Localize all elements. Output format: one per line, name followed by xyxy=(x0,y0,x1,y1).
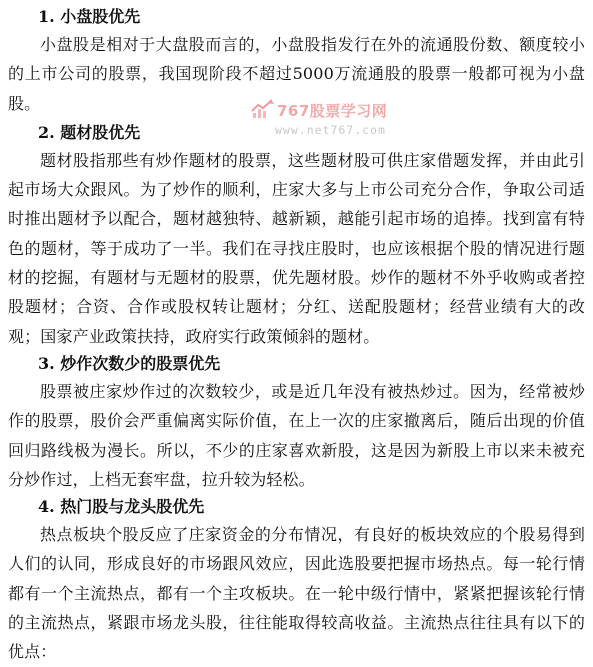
section-less-speculated xyxy=(8,351,585,494)
section-paragraph: 股票被庄家炒作过的次数较少，或是近几年没有被热炒过。因为，经常被炒作的股票，股价会严重偏离实际价值，在上一次的庄家撤离后，随后出现的价值回归路线极为漫长。所以，不少的庄家喜欢新股，这是因为新股上市以来未被充分炒作过，上档无套牢盘，拉升较为轻松。 xyxy=(8,381,585,489)
watermark-url: www.net767.com xyxy=(275,123,386,137)
section-heading: 2. 题材股优先 xyxy=(38,122,141,142)
section-paragraph: 小盘股是相对于大盘股而言的，小盘股指发行在外的流通股份数、额度较小的上市公司的股票，我国现阶段不超过5000万流通股的股票一般都可视为小盘股。 xyxy=(8,35,585,113)
section-paragraph: 题材股指那些有炒作题材的股票，这些题材股可供庄家借题发挥，并由此引起市场大众跟风。为了炒作的顺利，庄家大多与上市公司充分合作，争取公司适时推出题材予以配合，题材越独特、越新颖，越能引起市场的追捧。找到富有特色的题材，等于成功了一半。我们在寻找庄股时，也应该根据个股的情况进行题材的挖掘，有题材与无题材的股票，优先题材股。炒作的题材不外乎收购或者控股题材；合资、合作或股权转让题材；分红、送配股题材；经营业绩有大的改观；国家产业政策扶持，政府实行政策倾斜的题材。 xyxy=(8,150,585,346)
watermark-site-name: 767股票学习网 xyxy=(277,102,388,120)
section-heading: 3. 炒作次数少的股票优先 xyxy=(38,353,221,373)
section-paragraph: 热点板块个股反应了庄家资金的分布情况，有良好的板块效应的个股易得到人们的认同，形成良好的市场跟风效应，因此选股要把握市场热点。每一轮行情都有一个主流热点，都有一个主攻板块。在一轮中级行情中，紧紧把握该轮行情的主流热点，紧跟市场龙头股，往往能取得较高收益。主流热点往往具有以下的优点： xyxy=(8,525,585,662)
section-small-cap xyxy=(8,4,585,118)
section-hot-leading-stock xyxy=(8,494,585,666)
section-theme-stock xyxy=(8,120,585,351)
section-heading: 1. 小盘股优先 xyxy=(38,7,141,26)
section-heading: 4. 热门股与龙头股优先 xyxy=(38,497,205,517)
